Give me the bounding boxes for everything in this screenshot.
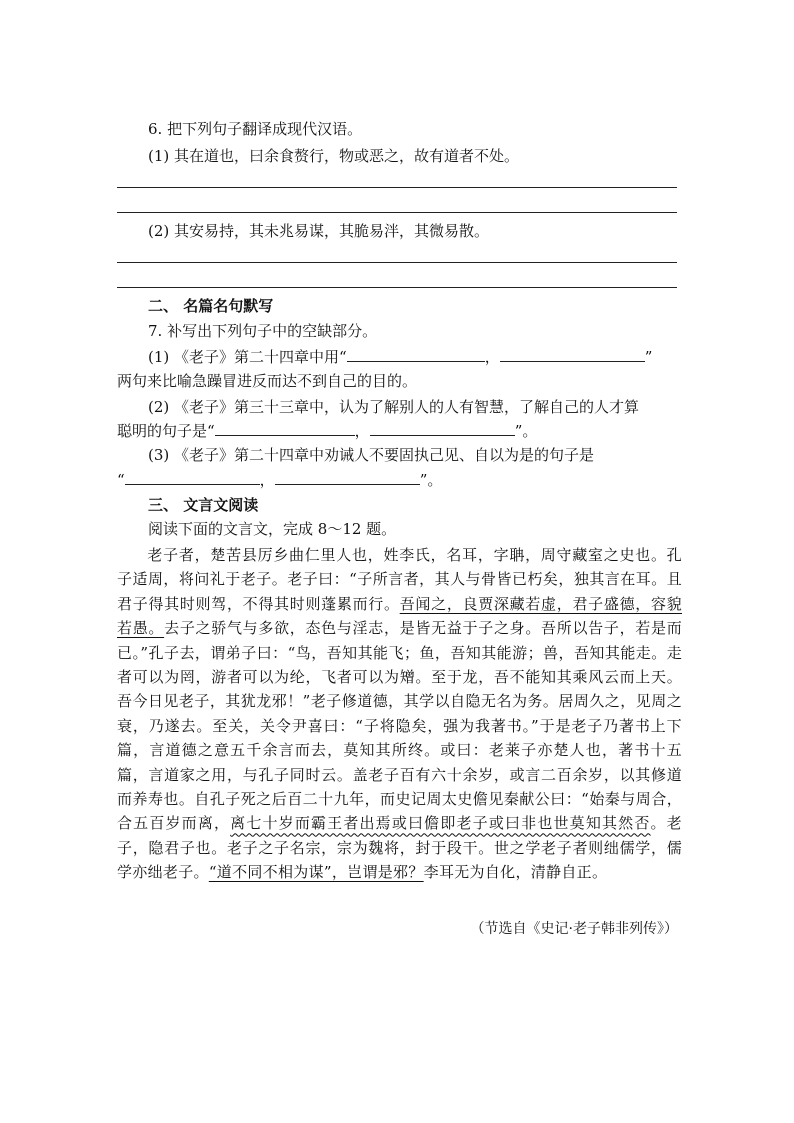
answer-line-1[interactable] [117,187,677,188]
section-3-heading: 三、 文言文阅读 [148,496,259,514]
answer-line-2[interactable] [117,212,677,213]
q7-item-2-sep: ， [354,422,370,440]
underlined-sentence-2: “道不同不相为谋”，岂谓是邪？ [208,863,424,882]
q7-item-1-sep: ， [484,348,500,366]
q7-item-3-open: “ [117,471,125,489]
q7-item-1-end: ” [644,348,653,366]
fill-blank-3a[interactable] [125,469,260,485]
fill-blank-1a[interactable] [347,346,485,362]
q6-sentence-1: (1) 其在道也，曰余食赘行，物或恶之，故有道者不处。 [148,147,520,165]
q7-item-2-end: ”。 [514,422,538,440]
fill-blank-2a[interactable] [215,420,355,436]
q7-item-1-cont: 两句来比喻急躁冒进反而达不到自己的目的。 [117,372,418,390]
q6-sentence-2: (2) 其安易持，其未兆易谋，其脆易泮，其微易散。 [148,222,490,240]
reading-intro: 阅读下面的文言文，完成 8～12 题。 [148,520,397,538]
q7-stem: 7. 补写出下列句子中的空缺部分。 [148,322,378,340]
fill-blank-1b[interactable] [500,346,645,362]
passage-part-1: 老子者，楚苦县厉乡曲仁里人也，姓李氏，名耳，字聃，周守藏室之史也。孔子适周，将问礼于老子。老子曰：“子所言者，其人与骨皆已朽矣，独其言在耳。且君子得其时则驾，不得其时则蓬累而行。 [117,546,682,613]
q7-item-1-text: (1) 《老子》第二十四章中用“ [148,348,347,366]
q7-item-3-text: (3) 《老子》第二十四章中劝诫人不要固执己见、自以为是的句子是 [148,446,595,464]
q7-item-2-text: (2) 《老子》第三十三章中，认为了解别人的人有智慧，了解自己的人才算 [148,398,640,416]
answer-line-3[interactable] [117,262,677,263]
q7-item-3-line [117,469,442,491]
passage-part-4: 李耳无为自化，清静自正。 [423,863,608,882]
q7-item-3-sep: ， [259,471,275,489]
section-2-heading: 二、 名篇名句默写 [148,297,274,315]
q6-stem: 6. 把下列句子翻译成现代汉语。 [148,120,363,138]
passage-source: （节选自《史记·老子韩非列传》） [470,921,678,937]
classical-passage [117,543,682,885]
q7-item-1-line [148,346,652,368]
passage-part-2: 去子之骄气与多欲，态色与淫志，是皆无益于子之身。吾所以告子，若是而已。”孔子去，谓弟子曰：“鸟，吾知其能飞；鱼，吾知其能游；兽，吾知其能走。走者可以为罔，游者可以为纶，飞者可以为矰。至于龙，吾不能知其乘风云而上天。吾今日见老子，其犹龙邪！”老子修道德，其学以自隐无名为务。居周久之，见周之衰，乃遂去。至关，关令尹喜曰：“子将隐矣，强为我著书。”于是老子乃著书上下篇，言道德之意五千余言而去，莫知其所终。或曰：老莱子亦楚人也，著书十五篇，言道家之用，与孔子同时云。盖老子百有六十余岁，或言二百余岁，以其修道而养寿也。自孔子死之后百二十九年，而史记周太史儋见秦献公曰：“始秦与周合，合五百岁而离， [117,619,682,833]
q7-item-3-end: ”。 [419,471,443,489]
underlined-sentence-1: 吾闻之，良贾深藏若虚，君子盛德，容貌若愚。 [117,594,682,638]
fill-blank-3b[interactable] [275,469,420,485]
passage-part-3: 。老子，隐君子也。老子之子名宗，宗为魏将，封于段干。世之学老子者则绌儒学，儒学亦绌老子。 [117,814,682,882]
q7-item-2-cont: 聪明的句子是“ [117,422,215,440]
q7-item-2-line [117,420,537,442]
fill-blank-2b[interactable] [370,420,515,436]
wavy-underlined-sentence: 离七十岁而霸王者出焉或曰儋即老子或曰非也世莫知其然否 [230,814,651,833]
answer-line-4[interactable] [117,287,677,288]
